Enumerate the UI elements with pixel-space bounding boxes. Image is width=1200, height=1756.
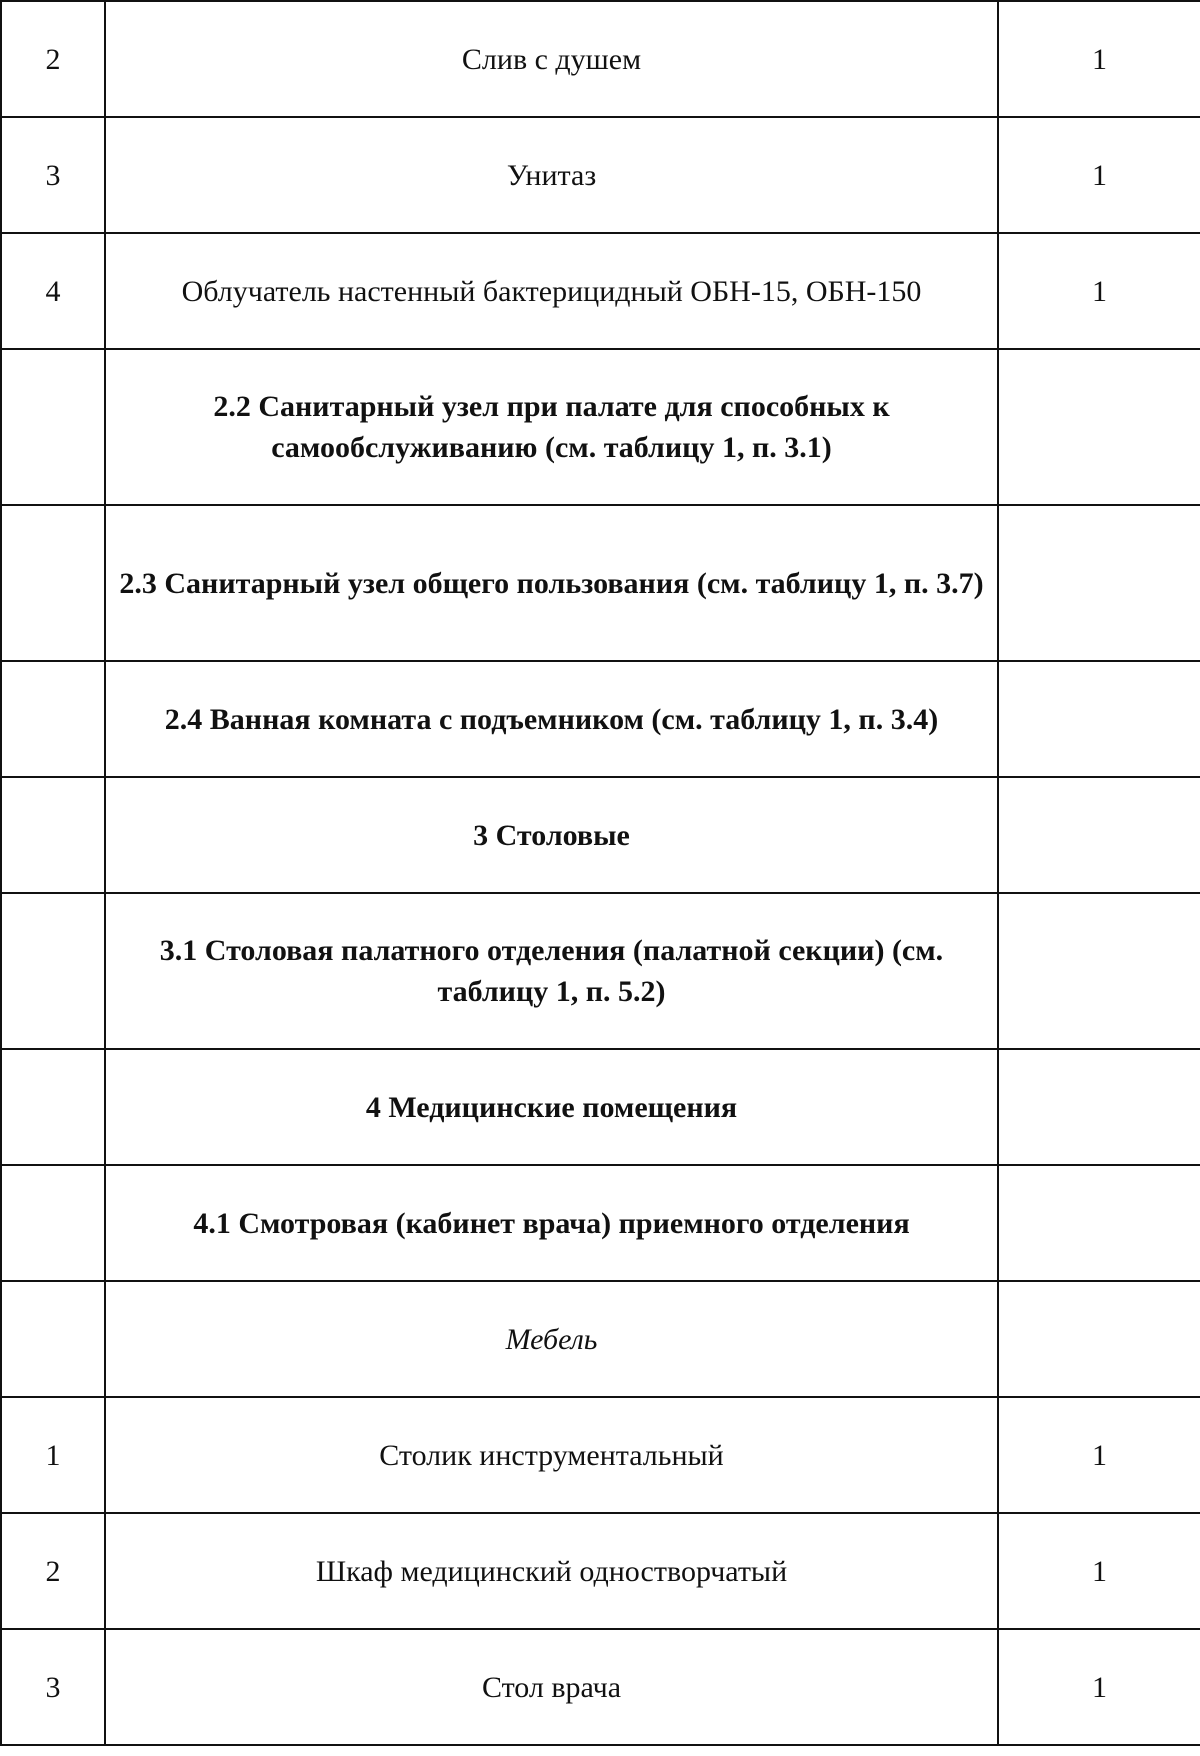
table-row: [1, 1629, 1200, 1745]
table-row: [1, 117, 1200, 233]
table-row: [1, 1397, 1200, 1513]
section-heading: 2.3 Санитарный узел общего пользования (см. таблицу 1, п. 3.7): [105, 505, 998, 661]
section-heading: 4.1 Смотровая (кабинет врача) приемного отделения: [105, 1165, 998, 1281]
item-quantity: 1: [998, 1397, 1200, 1513]
item-quantity: [998, 1165, 1200, 1281]
table-row: [1, 1513, 1200, 1629]
item-quantity: [998, 1281, 1200, 1397]
item-quantity: 1: [998, 1513, 1200, 1629]
item-name: Стол врача: [105, 1629, 998, 1745]
section-heading-row: [1, 1049, 1200, 1165]
item-quantity: 1: [998, 1, 1200, 117]
row-number: 4: [1, 233, 105, 349]
row-number: [1, 1281, 105, 1397]
section-heading-row: [1, 349, 1200, 505]
row-number: [1, 893, 105, 1049]
section-heading: 3.1 Столовая палатного отделения (палатной секции) (см. таблицу 1, п. 5.2): [105, 893, 998, 1049]
row-number: [1, 505, 105, 661]
row-number: [1, 1049, 105, 1165]
item-quantity: [998, 661, 1200, 777]
item-quantity: 1: [998, 233, 1200, 349]
item-name: Облучатель настенный бактерицидный ОБН-15, ОБН-150: [105, 233, 998, 349]
row-number: 3: [1, 117, 105, 233]
item-quantity: 1: [998, 1629, 1200, 1745]
item-quantity: 1: [998, 117, 1200, 233]
row-number: 2: [1, 1513, 105, 1629]
section-heading-row: [1, 661, 1200, 777]
item-quantity: [998, 1049, 1200, 1165]
item-name: Унитаз: [105, 117, 998, 233]
category-row: [1, 1281, 1200, 1397]
section-heading-row: [1, 505, 1200, 661]
table-row: [1, 1, 1200, 117]
row-number: [1, 1165, 105, 1281]
row-number: 2: [1, 1, 105, 117]
section-heading: 3 Столовые: [105, 777, 998, 893]
item-name: Шкаф медицинский одностворчатый: [105, 1513, 998, 1629]
section-heading-row: [1, 777, 1200, 893]
item-quantity: [998, 893, 1200, 1049]
item-quantity: [998, 777, 1200, 893]
section-heading: 4 Медицинские помещения: [105, 1049, 998, 1165]
table-row: [1, 233, 1200, 349]
item-quantity: [998, 349, 1200, 505]
row-number: 3: [1, 1629, 105, 1745]
row-number: 1: [1, 1397, 105, 1513]
section-heading: 2.2 Санитарный узел при палате для способных к самообслуживанию (см. таблицу 1, п. 3.1): [105, 349, 998, 505]
section-heading-row: [1, 1165, 1200, 1281]
section-heading-row: [1, 893, 1200, 1049]
row-number: [1, 777, 105, 893]
row-number: [1, 349, 105, 505]
item-name: Столик инструментальный: [105, 1397, 998, 1513]
category-label: Мебель: [105, 1281, 998, 1397]
row-number: [1, 661, 105, 777]
item-quantity: [998, 505, 1200, 661]
item-name: Слив с душем: [105, 1, 998, 117]
section-heading: 2.4 Ванная комната с подъемником (см. таблицу 1, п. 3.4): [105, 661, 998, 777]
